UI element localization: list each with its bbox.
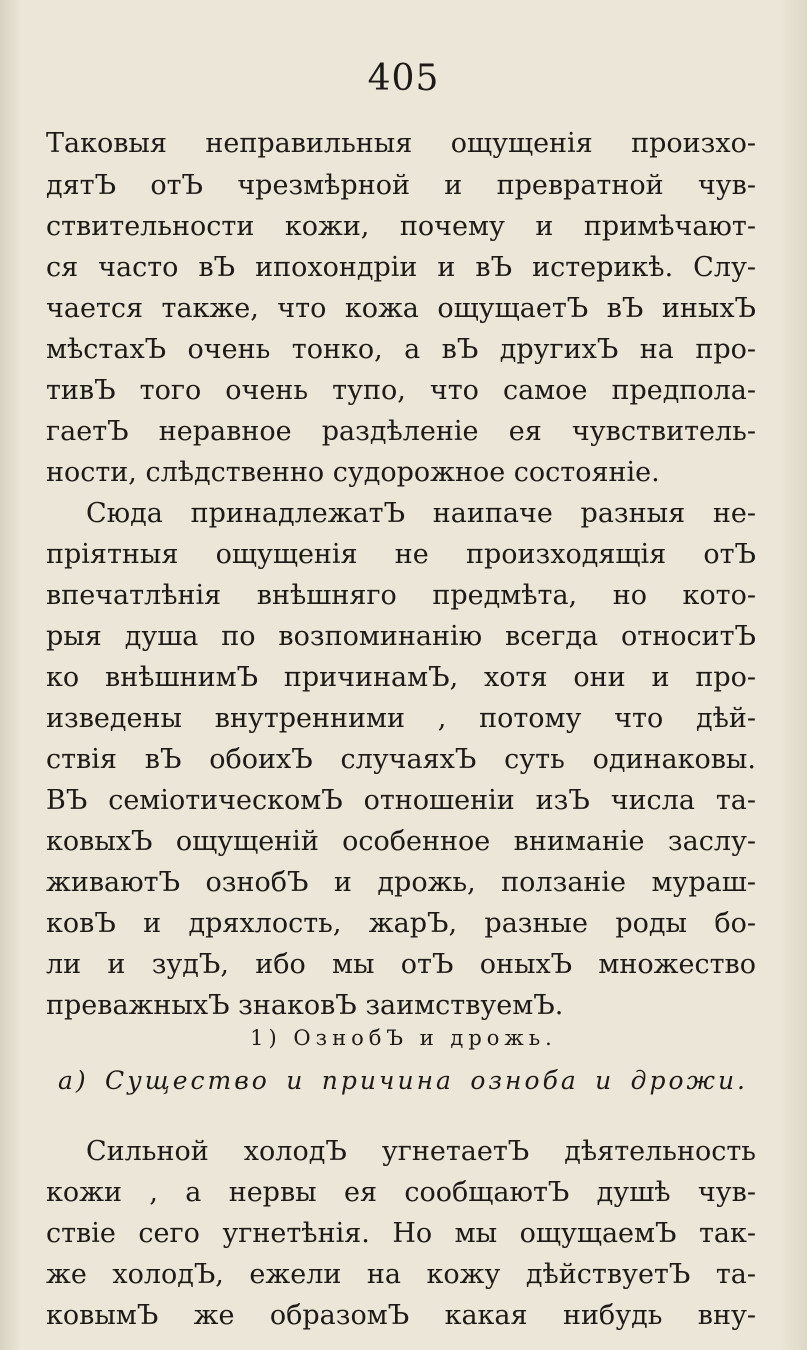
text-line: кожи , а нервы ея сообщаютЪ душѣ чув- — [46, 1177, 756, 1208]
text-line: ствіе сего угнетѣнія. Но мы ощущаемЪ так- — [46, 1218, 756, 1249]
text-line: живаютЪ ознобЪ и дрожь, ползаніе мураш- — [46, 867, 756, 898]
text-line: же холодЪ, ежели на кожу дѣйствуетЪ та- — [46, 1259, 756, 1290]
text-line: ковЪ и дряхлость, жарЪ, разные роды бо- — [46, 908, 756, 939]
text-line: ВЪ семіотическомЪ отношеніи изЪ числа та- — [46, 785, 756, 816]
text-line: Сюда принадлежатЪ наипаче разныя не- — [86, 498, 756, 529]
text-line: преважныхЪ знаковЪ заимствуемЪ. — [46, 990, 564, 1021]
text-line: гаетЪ неравное раздѣленіе ея чувствитель- — [46, 416, 756, 447]
text-line: мѣстахЪ очень тонко, а вЪ другихЪ на про- — [46, 334, 756, 365]
text-line: ся часто вЪ ипохондріи и вЪ истерикѣ. Слу- — [46, 252, 756, 283]
text-line: рыя душа по возпоминанію всегда относитЪ — [46, 621, 756, 652]
text-line: ковыхЪ ощущеній особенное вниманіе заслу- — [46, 826, 756, 857]
section-heading: 1) ОзнобЪ и дрожь. — [250, 1026, 557, 1050]
text-line: ковымЪ же образомЪ какая нибудь вну- — [46, 1300, 756, 1331]
text-line: ности, слѣдственно судорожное состояніе. — [46, 457, 660, 488]
page-number: 405 — [367, 58, 440, 99]
text-line: впечатлѣнія внѣшняго предмѣта, но кото- — [46, 580, 756, 611]
text-line: ли и зудЪ, ибо мы отЪ оныхЪ множество — [46, 949, 756, 980]
text-line: Таковыя неправильныя ощущенія произхо- — [46, 128, 756, 159]
subsection-heading: а) Существо и причина озноба и дрожи. — [58, 1066, 748, 1095]
text-line: изведены внутренними , потому что дѣй- — [46, 703, 756, 734]
text-line: ствительности кожи, почему и примѣчают- — [46, 211, 756, 242]
text-line: пріятныя ощущенія не произходящія отЪ — [46, 539, 756, 570]
text-line: ствія вЪ обоихЪ случаяхЪ суть одинаковы. — [46, 744, 756, 775]
text-line: ко внѣшнимЪ причинамЪ, хотя они и про- — [46, 662, 756, 693]
text-line: чается также, что кожа ощущаетЪ вЪ иныхЪ — [46, 293, 756, 324]
text-line: дятЪ отЪ чрезмѣрной и превратной чув- — [46, 170, 756, 201]
text-line: Сильной холодЪ угнетаетЪ дѣятельность — [86, 1136, 756, 1167]
text-line: тивЪ того очень тупо, что самое предпола- — [46, 375, 756, 406]
